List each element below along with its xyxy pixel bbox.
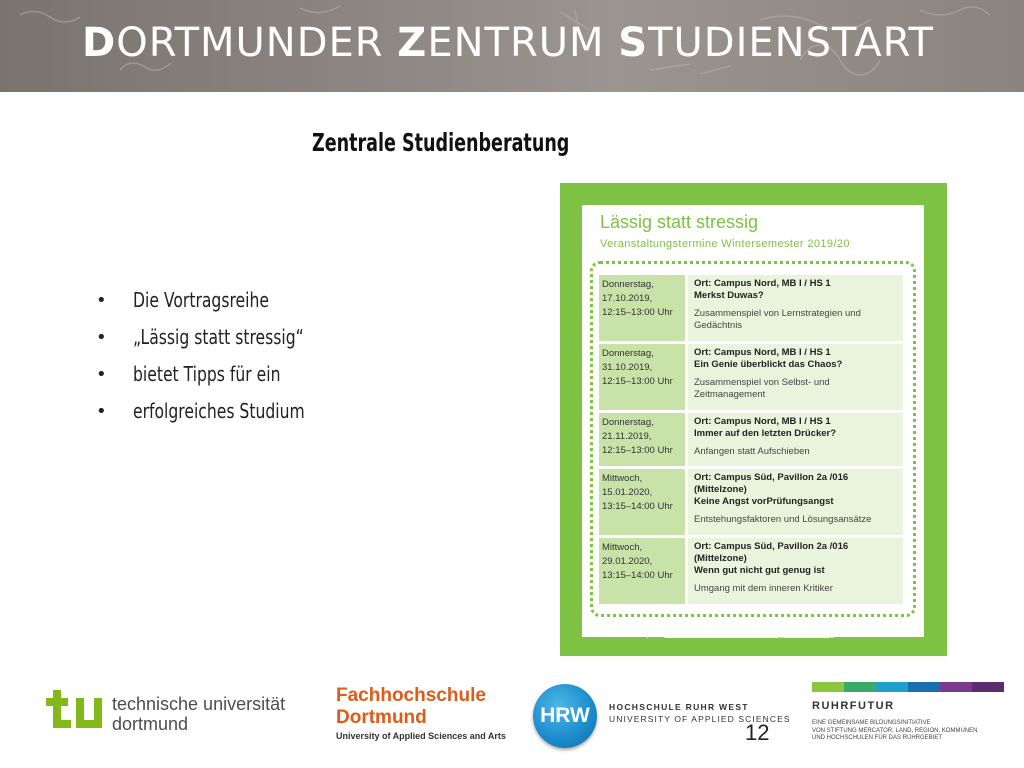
event-info: Ort: Campus Süd, Pavillon 2a /016 (Mittelzone) Keine Angst vorPrüfungsangst Entstehungsfaktoren und Lösungsansätze: [688, 469, 903, 535]
ruhrfutur-title: RUHRFUTUR: [812, 700, 895, 712]
event-row: [599, 538, 903, 604]
event-row: [599, 275, 903, 341]
fh-logo-line2: Dortmund: [336, 707, 427, 728]
header-title: DORTMUNDER ZENTRUM STUDIENSTART: [82, 20, 934, 66]
slide-title: Zentrale Studienberatung: [312, 128, 570, 157]
event-info: Ort: Campus Nord, MB I / HS 1 Immer auf den letzten Drücker? Anfangen statt Aufschieben: [688, 413, 903, 466]
event-row: [599, 469, 903, 535]
event-row: [599, 413, 903, 466]
event-date: Donnerstag, 31.10.2019, 12:15–13:00 Uhr: [599, 344, 685, 410]
flyer-subtitle: Veranstaltungstermine Wintersemester 2019/20: [600, 238, 850, 250]
flyer-card: [582, 205, 924, 637]
event-date: Mittwoch, 29.01.2020, 13:15–14:00 Uhr: [599, 538, 685, 604]
fh-dortmund-logo: [336, 685, 506, 741]
event-flyer: [560, 183, 947, 656]
fh-logo-line1: Fachhochschule: [336, 685, 486, 706]
event-date: Mittwoch, 15.01.2020, 13:15–14:00 Uhr: [599, 469, 685, 535]
event-info: Ort: Campus Nord, MB I / HS 1 Ein Genie überblickt das Chaos? Zusammenspiel von Selbst- und Zeitmanagement: [688, 344, 903, 410]
event-row: [599, 344, 903, 410]
hrw-logo-line1: HOCHSCHULE RUHR WEST: [609, 702, 749, 712]
event-date: Donnerstag, 17.10.2019, 12:15–13:00 Uhr: [599, 275, 685, 341]
flyer-url[interactable]: https://www.tu-dortmund.de/laessigstattstressig: [636, 628, 835, 639]
hrw-badge-icon: HRW: [533, 684, 597, 748]
event-info: Ort: Campus Nord, MB I / HS 1 Merkst Duwas? Zusammenspiel von Lernstrategien und Gedächtnis: [688, 275, 903, 341]
ruhrfutur-subtitle: EINE GEMEINSAME BILDUNGSINITIATIVE VON STIFTUNG MERCATOR, LAND, REGION, KOMMUNEN UND HOCHSCHULEN FÜR DAS RUHRGEBIET: [812, 720, 978, 741]
flyer-title: Lässig statt stressig: [600, 212, 759, 232]
tu-logo-line2: dortmund: [112, 714, 189, 734]
tu-logo-icon: [46, 688, 106, 732]
event-date: Donnerstag, 21.11.2019, 12:15–13:00 Uhr: [599, 413, 685, 466]
fh-logo-line3: University of Applied Sciences and Arts: [336, 731, 506, 741]
event-list: [599, 275, 903, 607]
header-banner: [0, 0, 1024, 92]
event-info: Ort: Campus Süd, Pavillon 2a /016 (Mittelzone) Wenn gut nicht gut genug ist Umgang mit dem inneren Kritiker: [688, 538, 903, 604]
hrw-logo-line2: UNIVERSITY OF APPLIED SCIENCES: [609, 714, 791, 724]
ruhrfutur-color-bars: [812, 682, 1004, 692]
tu-logo-line1: technische universität: [112, 694, 286, 714]
page-number: 12: [745, 720, 770, 745]
